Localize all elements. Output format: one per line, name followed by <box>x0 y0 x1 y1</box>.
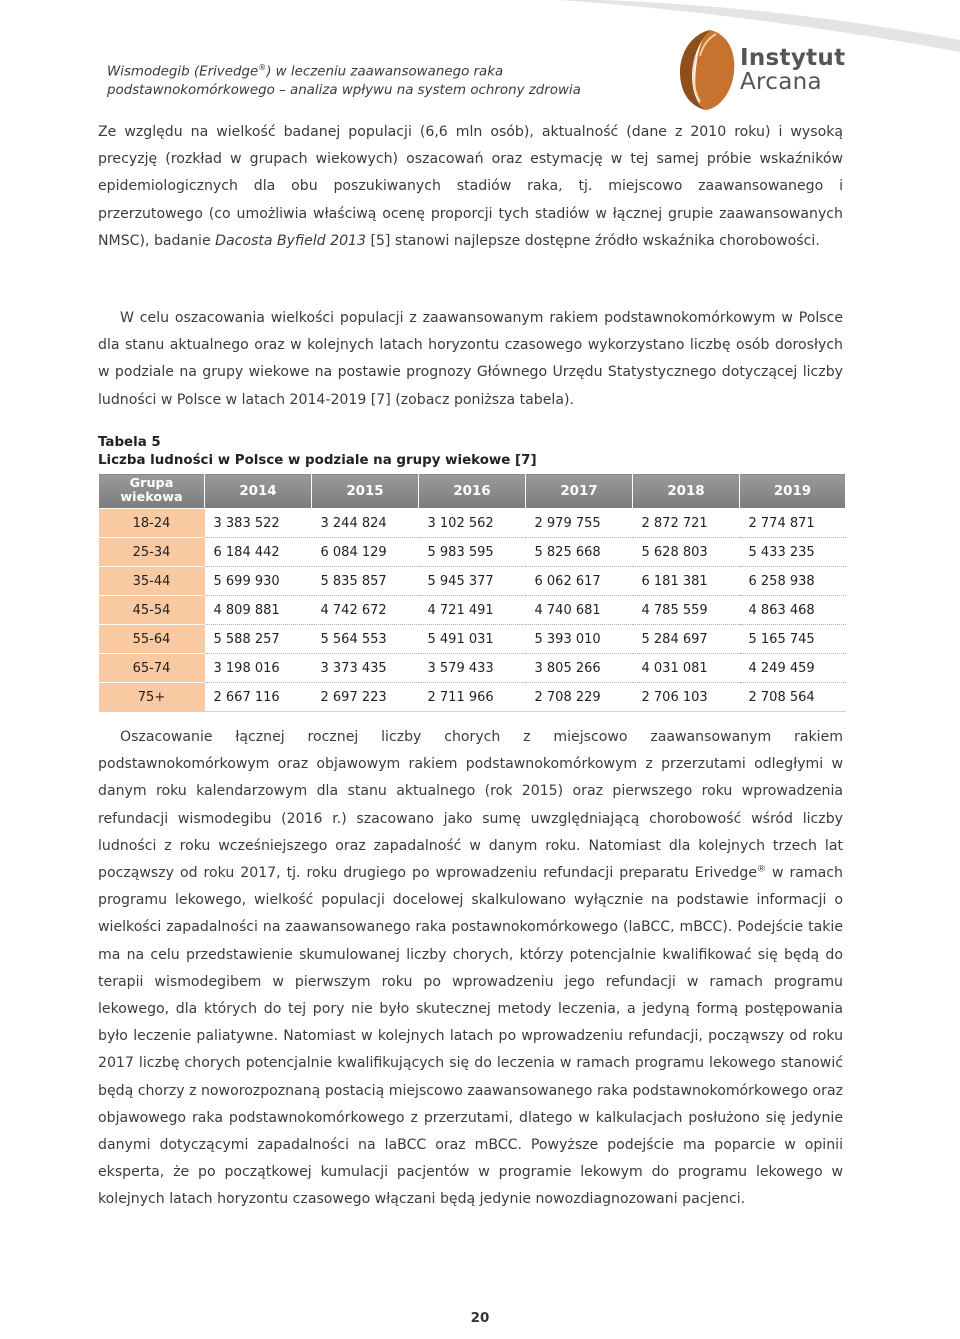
value-cell: 5 628 803 <box>633 538 740 567</box>
value-cell: 6 062 617 <box>526 567 633 596</box>
value-cell: 4 249 459 <box>740 654 846 683</box>
value-cell: 3 373 435 <box>312 654 419 683</box>
value-cell: 3 244 824 <box>312 509 419 538</box>
page-number: 20 <box>470 1311 490 1326</box>
logo-text-line1: Instytut <box>740 45 846 71</box>
age-group-cell: 45-54 <box>99 596 205 625</box>
value-cell: 5 564 553 <box>312 625 419 654</box>
age-group-cell: 18-24 <box>99 509 205 538</box>
table-row <box>99 683 846 712</box>
value-cell: 5 433 235 <box>740 538 846 567</box>
table-label: Tabela 5 <box>98 435 161 450</box>
arcana-logo-mark-icon <box>676 26 738 114</box>
value-cell: 4 721 491 <box>419 596 526 625</box>
table-title: Liczba ludności w Polsce w podziale na grupy wiekowe [7] <box>98 453 537 468</box>
table-row <box>99 625 846 654</box>
value-cell: 3 579 433 <box>419 654 526 683</box>
value-cell: 4 740 681 <box>526 596 633 625</box>
value-cell: 2 667 116 <box>205 683 312 712</box>
value-cell: 4 031 081 <box>633 654 740 683</box>
value-cell: 6 181 381 <box>633 567 740 596</box>
paragraph-1: Ze względu na wielkość badanej populacji (6,6 mln osób), aktualność (dane z 2010 roku) i wysoką precyzję (rozkład w grupach wiekowych) oszacowań oraz estymację w tej samej próbie wskaźników epidemiologicznych dla obu poszukiwanych stadiów raka, tj. miejscowo zaawansowanego i przerzutowego (co umożliwia właściwą ocenę proporcji tych stadiów w łącznej grupie zaawansowanych NMSC), badanie Dacosta Byfield 2013 [5] stanowi najlepsze dostępne źródło wskaźnika chorobowości. <box>98 124 843 249</box>
age-group-cell: 65-74 <box>99 654 205 683</box>
value-cell: 2 697 223 <box>312 683 419 712</box>
paragraph-2: W celu oszacowania wielkości populacji z zaawansowanym rakiem podstawnokomórkowym w Polsce dla stanu aktualnego oraz w kolejnych latach horyzontu czasowego wykorzystano liczbę osób dorosłych w podziale na grupy wiekowe na postawie prognozy Głównego Urzędu Statystycznego dotyczącej liczby ludności w Polsce w latach 2014-2019 [7] (zobacz poniższa tabela). <box>98 310 843 408</box>
value-cell: 5 983 595 <box>419 538 526 567</box>
value-cell: 3 805 266 <box>526 654 633 683</box>
value-cell: 5 165 745 <box>740 625 846 654</box>
value-cell: 5 393 010 <box>526 625 633 654</box>
table-row <box>99 596 846 625</box>
value-cell: 6 258 938 <box>740 567 846 596</box>
registered-mark: ® <box>757 864 766 875</box>
running-header <box>107 58 627 100</box>
value-cell: 4 809 881 <box>205 596 312 625</box>
logo-text-line2: Arcana <box>740 69 822 95</box>
value-cell: 2 708 229 <box>526 683 633 712</box>
value-cell: 5 835 857 <box>312 567 419 596</box>
table-header-row <box>99 474 846 509</box>
value-cell: 4 742 672 <box>312 596 419 625</box>
header-year: 2019 <box>740 474 846 509</box>
value-cell: 2 708 564 <box>740 683 846 712</box>
table-row <box>99 567 846 596</box>
header-year: 2016 <box>419 474 526 509</box>
instytut-arcana-logo <box>676 22 866 118</box>
table-row <box>99 654 846 683</box>
value-cell: 5 825 668 <box>526 538 633 567</box>
value-cell: 2 711 966 <box>419 683 526 712</box>
value-cell: 6 084 129 <box>312 538 419 567</box>
age-group-cell: 75+ <box>99 683 205 712</box>
running-header-line2: podstawnokomórkowego – analiza wpływu na system ochrony zdrowia <box>107 83 581 99</box>
value-cell: 2 979 755 <box>526 509 633 538</box>
table-caption <box>98 434 537 470</box>
value-cell: 6 184 442 <box>205 538 312 567</box>
header-year: 2018 <box>633 474 740 509</box>
value-cell: 4 785 559 <box>633 596 740 625</box>
population-table <box>98 473 846 712</box>
paragraph-3: Oszacowanie łącznej rocznej liczby chorych z miejscowo zaawansowanym rakiem podstawnokomórkowym oraz objawowym rakiem podstawnokomórkowym z przerzutami odległymi w danym roku kalendarzowym dla stanu aktualnego (rok 2015) oraz pierwszego roku wprowadzenia refundacji wismodegibu (2016 r.) szacowano jako sumę uwzględniającą chorobowość wśród liczby ludności z roku wcześniejszego oraz zapadalność w danym roku. Natomiast dla kolejnych trzech lat począwszy od roku 2017, tj. roku drugiego po wprowadzeniu refundacji preparatu Erivedge® w ramach programu lekowego, wielkość populacji docelowej skalkulowano wyłącznie na podstawie informacji o wielkości zapadalności na zaawansowanego raka postawnokomórkowego (laBCC, mBCC). Podejście takie ma na celu przedstawienie skumulowanej liczby chorych, którzy potencjalnie kwalifikować się będą do terapii wismodegibem w pierwszym roku po wprowadzeniu jego refundacji w ramach programu lekowego, dla których do tej pory nie było skutecznej metody leczenia, a jedyną formą postępowania było leczenie paliatywne. Natomiast w kolejnych latach po wprowadzeniu refundacji, począwszy od roku 2017 liczbę chorych potencjalnie kwalifikujących się do leczenia w ramach programu lekowego stanowić będą chorzy z noworozpoznaną postacią miejscowo zaawansowanego raka podstawnokomórkowego oraz objawowego raka podstawnokomórkowego z przerzutami, dlatego w kalkulacjach posłużono się jedynie danymi dotyczącymi zapadalności na laBCC oraz mBCC. Powyższe podejście ma poparcie w opinii eksperta, że po początkowej kumulacji pacjentów w programie lekowym do programu lekowego w kolejnych latach horyzontu czasowego włączani będą jedynie nowozdiagnozowani pacjenci. <box>98 729 843 1208</box>
citation-emphasis: Dacosta Byfield 2013 <box>215 232 366 249</box>
value-cell: 3 383 522 <box>205 509 312 538</box>
value-cell: 2 774 871 <box>740 509 846 538</box>
value-cell: 5 699 930 <box>205 567 312 596</box>
table-row <box>99 509 846 538</box>
value-cell: 3 198 016 <box>205 654 312 683</box>
age-group-cell: 25-34 <box>99 538 205 567</box>
value-cell: 5 945 377 <box>419 567 526 596</box>
table-row <box>99 538 846 567</box>
value-cell: 4 863 468 <box>740 596 846 625</box>
value-cell: 3 102 562 <box>419 509 526 538</box>
value-cell: 5 491 031 <box>419 625 526 654</box>
value-cell: 2 706 103 <box>633 683 740 712</box>
value-cell: 5 588 257 <box>205 625 312 654</box>
header-year: 2017 <box>526 474 633 509</box>
age-group-cell: 35-44 <box>99 567 205 596</box>
header-year: 2014 <box>205 474 312 509</box>
header-age-group: Grupa wiekowa <box>99 474 205 509</box>
value-cell: 5 284 697 <box>633 625 740 654</box>
value-cell: 2 872 721 <box>633 509 740 538</box>
running-header-line1: Wismodegib (Erivedge®) w leczeniu zaawansowanego raka <box>107 63 504 80</box>
age-group-cell: 55-64 <box>99 625 205 654</box>
header-year: 2015 <box>312 474 419 509</box>
